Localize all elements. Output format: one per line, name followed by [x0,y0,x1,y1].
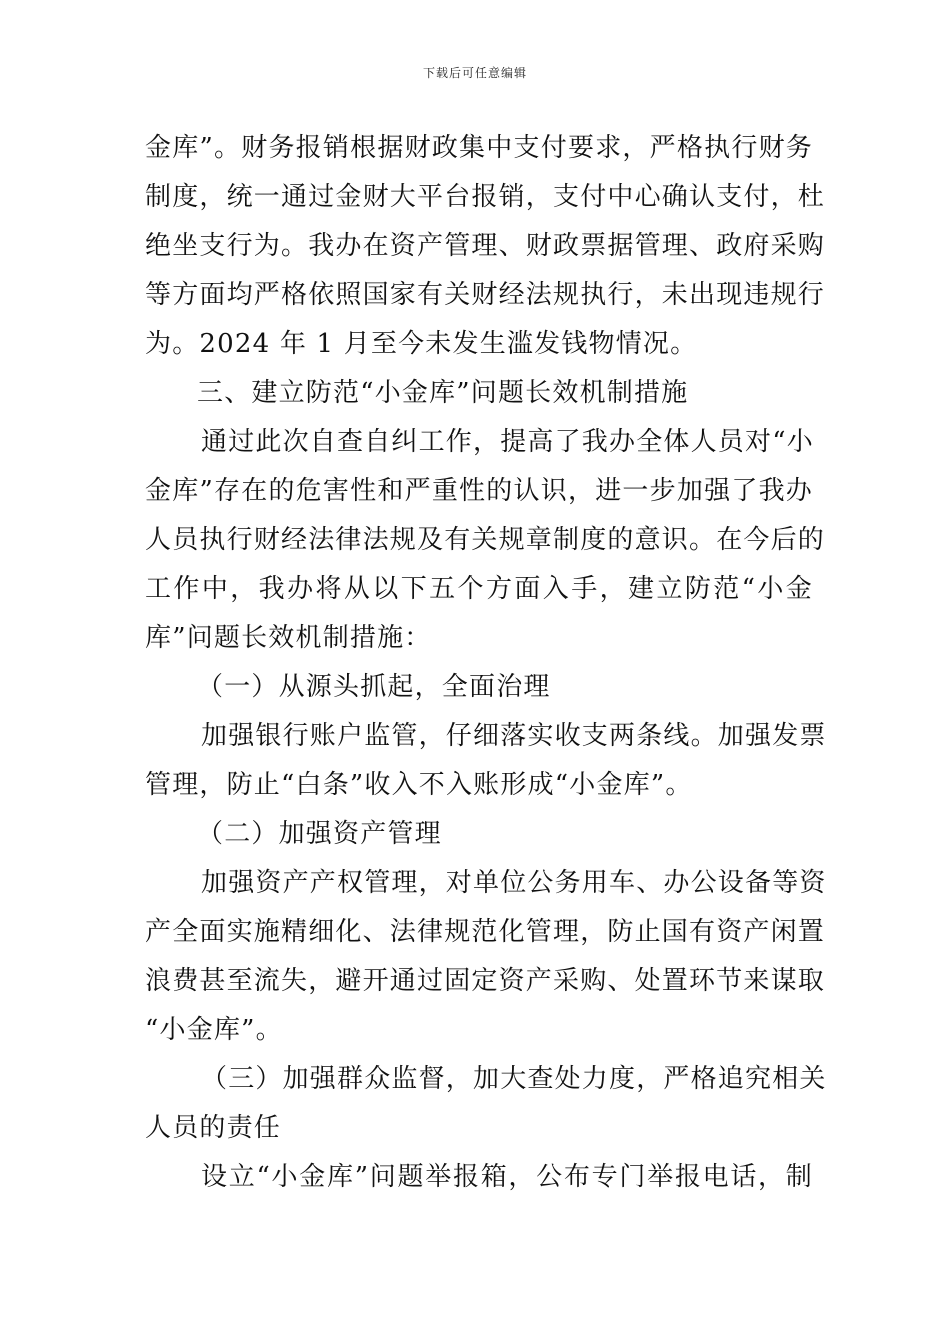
section-heading: 三、建立防范“小金库”问题长效机制措施 [197,378,689,408]
body-line: 为。2024 年 1 月至今未发生滥发钱物情况。 [145,329,698,359]
body-line: 产全面实施精细化、法律规范化管理，防止国有资产闲置 [145,917,826,947]
subsection-heading: （一）从源头抓起，全面治理 [197,672,551,702]
body-line: 人员执行财经法律法规及有关规章制度的意识。在今后的 [145,525,826,555]
body-line: 金库”存在的危害性和严重性的认识，进一步加强了我办 [145,476,813,506]
subsection-heading-continued: 人员的责任 [145,1113,282,1143]
body-line: 加强银行账户监管，仔细落实收支两条线。加强发票 [201,721,827,751]
body-line: 库”问题长效机制措施： [145,623,432,653]
body-line: 管理，防止“白条”收入不入账形成“小金库”。 [145,770,693,800]
body-line: 设立“小金库”问题举报箱，公布专门举报电话，制 [201,1162,813,1192]
body-line: 工作中，我办将从以下五个方面入手，建立防范“小金 [145,574,813,604]
body-line: 浪费甚至流失，避开通过固定资产采购、处置环节来谋取 [145,966,826,996]
body-line: 通过此次自查自纠工作，提高了我办全体人员对“小 [201,427,814,457]
body-line: 制度，统一通过金财大平台报销，支付中心确认支付，杜 [145,182,826,212]
subsection-heading: （二）加强资产管理 [197,819,442,849]
subsection-heading: （三）加强群众监督，加大查处力度，严格追究相关 [201,1064,827,1094]
body-line: 绝坐支行为。我办在资产管理、财政票据管理、政府采购 [145,231,826,261]
body-line: 等方面均严格依照国家有关财经法规执行，未出现违规行 [145,280,826,310]
header-note: 下载后可任意编辑 [422,66,527,80]
body-line: “小金库”。 [145,1015,283,1045]
body-text [145,124,827,1202]
body-line: 加强资产产权管理，对单位公务用车、办公设备等资 [201,868,827,898]
body-line: 金库”。财务报销根据财政集中支付要求，严格执行财务 [145,133,813,163]
